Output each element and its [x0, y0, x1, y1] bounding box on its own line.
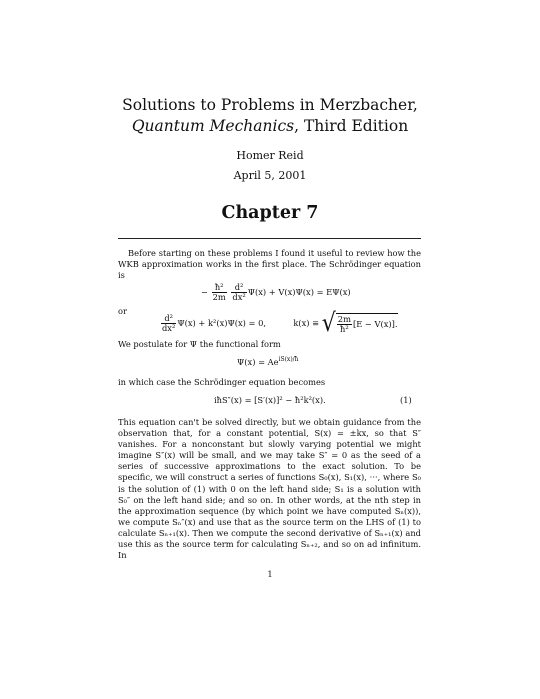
equation-schrodinger [201, 283, 351, 302]
eq2-sqrt-den: ħ² [340, 324, 349, 334]
author: Homer Reid [236, 149, 304, 162]
eq3-sup: iS(x)/ħ [278, 356, 299, 363]
edition-text: , Third Edition [294, 117, 409, 135]
page-number: 1 [267, 569, 273, 579]
date: April 5, 2001 [233, 169, 307, 182]
eq2-mid: Ψ(x) + k²(x)Ψ(x) = 0, [177, 318, 267, 328]
eq2-frac [161, 314, 176, 333]
sqrt-sign: √ $\frac{2m}{\text{ħ²}}$ [E − V(x)]. [321, 308, 398, 338]
eq1-num1: ħ² [212, 283, 227, 293]
equation-k [160, 308, 398, 338]
eq2-sqrt-rest: [E − V(x)]. [352, 319, 398, 329]
eq3-base: Ψ(x) = Ae [237, 356, 279, 367]
eq2-sqrt-frac [337, 315, 352, 334]
paragraph-main: This equation can't be solved directly, but we obtain guidance from the observation that, for a constant potential, S(x) = ±kx, so that S″ vanishes. For a nonconstant but slowly varying potential we might imagine S″(x) will be small, and we may take S″ = 0 as the seed of a series of successive approximations to the exact solution. To be specific, we will construct a series of functions S₀(x), S₁(x), ···, where S₀ is the solution of (1) with 0 on the left hand side; S₁ is a solution with S₀″ on the left hand side; and so on. In other words, at the nth step in the approximation sequence (by which point we have computed Sₙ(x)), we compute Sₙ″(x) and use that as the source term on the LHS of (1) to calculate Sₙ₊₁(x). Then we compute the second derivative of Sₙ₊₁(x) and use this as the source term for calculating Sₙ₊₂, and so on ad infinitum. In [118, 417, 421, 561]
equation-psi [237, 356, 299, 367]
eq1-den1: 2m [212, 292, 226, 302]
eq1-frac-hbar [212, 283, 227, 302]
eq2-kdef: k(x) ≡ [293, 318, 320, 328]
equation-1: iħS″(x) = [S′(x)]² − ħ²k²(x). [214, 395, 326, 405]
paragraph-intro: Before starting on these problems I found it useful to review how the WKB approximation works in the first place. The Schrödinger equation is [118, 248, 421, 281]
eq1-frac-deriv [231, 283, 246, 302]
chapter-heading: Chapter 7 [221, 203, 319, 223]
eq1-den2: dx² [232, 292, 246, 302]
eq2-sqrt-num: 2m [337, 314, 351, 324]
paragraph-postulate: We postulate for Ψ the functional form [118, 339, 281, 349]
eq1-num2: d² [231, 283, 246, 293]
eq1-minus: − [201, 287, 208, 297]
chapter-rule [118, 238, 421, 239]
eq1-rest: Ψ(x) + V(x)Ψ(x) = EΨ(x) [247, 287, 351, 297]
title-line-2 [0, 117, 540, 135]
book-title: Quantum Mechanics [131, 117, 295, 135]
paragraph-becomes: in which case the Schrödinger equation becomes [118, 377, 326, 387]
or-word: or [118, 306, 127, 316]
eq2-num: d² [161, 314, 176, 324]
eq2-den: dx² [162, 323, 176, 333]
equation-number: (1) [400, 395, 412, 405]
title-line-1: Solutions to Problems in Merzbacher, [122, 96, 418, 114]
